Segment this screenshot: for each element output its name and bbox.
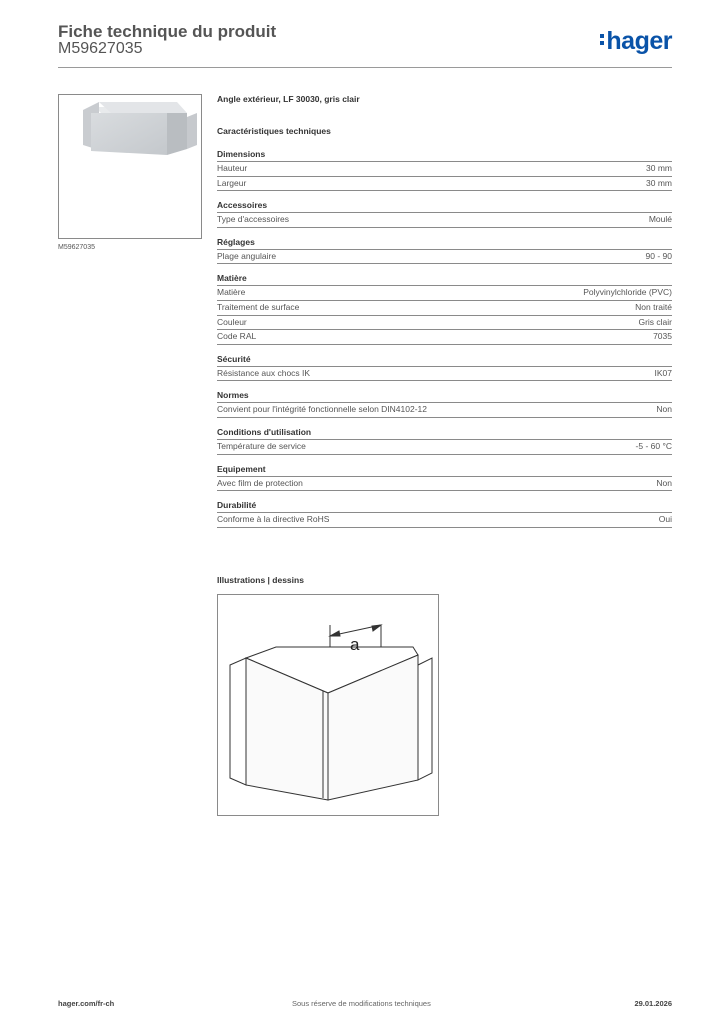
spec-group <box>217 390 672 418</box>
product-image <box>58 94 202 239</box>
footer-date: 29.01.2026 <box>634 999 672 1008</box>
spec-group-title: Equipement <box>217 464 672 477</box>
spec-label: Hauteur <box>217 163 248 173</box>
spec-row <box>217 213 672 228</box>
spec-group <box>217 149 672 191</box>
product-name: Angle extérieur, LF 30030, gris clair <box>217 94 360 104</box>
spec-row <box>217 330 672 345</box>
spec-label: Avec film de protection <box>217 477 303 488</box>
footer-website-link[interactable]: hager.com/fr-ch <box>58 999 115 1008</box>
specs-section <box>217 94 672 537</box>
spec-group-title: Dimensions <box>217 149 672 162</box>
spec-value: Non <box>656 404 672 415</box>
spec-value: 90 - 90 <box>645 250 672 261</box>
product-code: M59627035 <box>58 40 143 57</box>
spec-row <box>217 316 672 331</box>
product-image-caption: M59627035 <box>58 244 95 251</box>
spec-row <box>217 250 672 265</box>
angle-drawing-icon <box>218 595 438 815</box>
spec-row <box>217 286 672 301</box>
product-photo-icon <box>59 95 201 238</box>
illustrations-title: Illustrations | dessins <box>217 575 304 585</box>
spec-group <box>217 273 672 344</box>
footer-disclaimer: Sous réserve de modifications techniques <box>292 999 431 1008</box>
spec-groups <box>217 149 672 528</box>
spec-group <box>217 464 672 492</box>
spec-value: Non traité <box>635 301 672 312</box>
dimension-label: a <box>350 635 360 654</box>
spec-group-title: Accessoires <box>217 200 672 213</box>
spec-row <box>217 367 672 382</box>
spec-group-title: Durabilité <box>217 500 672 513</box>
logo-text: hager <box>606 27 672 55</box>
spec-label: Conforme à la directive RoHS <box>217 514 330 525</box>
tech-specs-title: Caractéristiques techniques <box>217 126 331 136</box>
spec-value: Oui <box>658 514 672 525</box>
spec-label: Traitement de surface <box>217 301 300 312</box>
spec-value: Moulé <box>648 214 672 225</box>
spec-label: Largeur <box>217 177 247 188</box>
spec-group-title: Normes <box>217 390 672 403</box>
spec-label: Plage angulaire <box>217 250 277 261</box>
spec-value: Gris clair <box>638 316 672 327</box>
spec-label: Code RAL <box>217 331 257 342</box>
spec-label: Matière <box>217 287 246 298</box>
spec-value: 7035 <box>653 331 672 342</box>
spec-group-title: Conditions d'utilisation <box>217 427 672 440</box>
logo-colon-icon <box>600 41 604 45</box>
spec-value: IK07 <box>654 367 672 378</box>
header-divider <box>58 67 672 68</box>
spec-value: 30 mm <box>646 163 672 173</box>
spec-row <box>217 162 672 177</box>
spec-group <box>217 500 672 528</box>
hager-logo[interactable] <box>600 27 672 56</box>
page-title: Fiche technique du produit <box>58 22 277 41</box>
spec-value: Non <box>656 477 672 488</box>
spec-label: Couleur <box>217 316 247 327</box>
spec-group-title: Sécurité <box>217 354 672 367</box>
spec-row <box>217 301 672 316</box>
spec-row <box>217 177 672 192</box>
spec-row <box>217 477 672 492</box>
spec-value: 30 mm <box>646 177 672 188</box>
spec-group-title: Matière <box>217 273 672 286</box>
spec-group <box>217 237 672 265</box>
spec-group-title: Réglages <box>217 237 672 250</box>
spec-value: -5 - 60 °C <box>635 440 672 451</box>
spec-label: Température de service <box>217 440 306 451</box>
spec-group <box>217 354 672 382</box>
spec-value: Polyvinylchloride (PVC) <box>583 287 672 298</box>
spec-row <box>217 513 672 528</box>
spec-row <box>217 403 672 418</box>
spec-group <box>217 200 672 228</box>
spec-group <box>217 427 672 455</box>
spec-label: Type d'accessoires <box>217 214 290 225</box>
spec-row <box>217 440 672 455</box>
spec-label: Convient pour l'intégrité fonctionnelle selon DIN4102-12 <box>217 404 428 415</box>
spec-label: Résistance aux chocs IK <box>217 367 311 378</box>
technical-drawing <box>217 594 439 816</box>
